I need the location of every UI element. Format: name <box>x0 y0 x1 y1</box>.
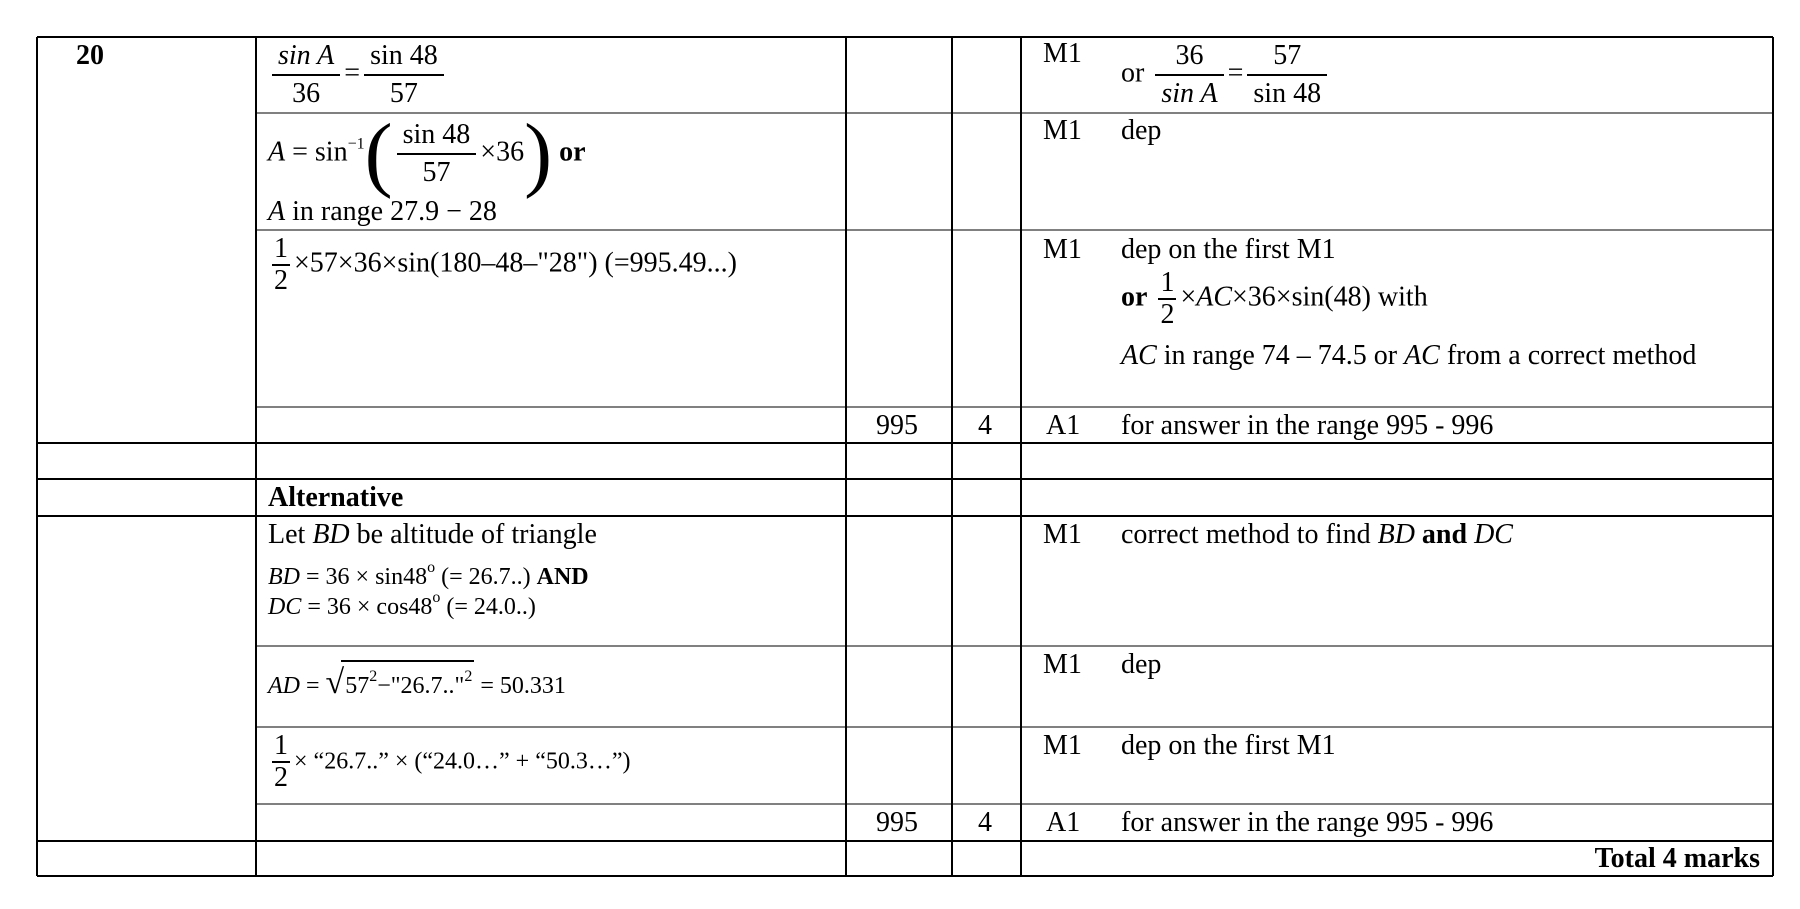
result: = 50.331 <box>480 673 566 699</box>
base: 57 <box>345 673 370 699</box>
row3-notes-line1: dep on the first M1 <box>1121 234 1336 265</box>
or-text: or <box>1121 57 1145 89</box>
row3-mark: M1 <box>1043 234 1082 265</box>
question-number: 20 <box>76 40 104 71</box>
numerator: 1 <box>1160 267 1175 298</box>
alt-row1-notes <box>1121 519 1513 551</box>
and-text: AND <box>536 564 589 590</box>
variable: BD <box>1377 519 1415 550</box>
row1-mark: M1 <box>1043 38 1082 69</box>
superscript: 2 <box>369 668 378 685</box>
radicand <box>341 660 474 701</box>
denominator: 57 <box>422 157 451 188</box>
numerator: sin A <box>278 40 335 71</box>
variable: DC <box>1474 519 1513 550</box>
alt-row3-notes: dep on the first M1 <box>1121 730 1336 761</box>
superscript: −1 <box>347 135 365 153</box>
row2-method <box>268 107 586 200</box>
right-paren: ) <box>524 107 553 200</box>
variable: BD <box>268 564 300 590</box>
value: (= 26.7..) <box>441 564 531 590</box>
row1-notes <box>1121 38 1331 112</box>
row2-range <box>268 196 497 228</box>
variable: AC <box>1121 340 1157 371</box>
alt-row4-mark: A1 <box>1046 807 1081 838</box>
expression: = 36 × cos48 <box>307 594 433 620</box>
degree-symbol: o <box>432 589 441 606</box>
row2-notes: dep <box>1121 115 1162 146</box>
alt-row2-mark: M1 <box>1043 649 1082 680</box>
alt-row1-line3 <box>268 583 536 622</box>
and-text: and <box>1421 519 1468 550</box>
alt-answer-value: 995 <box>876 807 918 838</box>
method-text: from a correct method <box>1446 340 1697 371</box>
text: be altitude of triangle <box>356 519 597 550</box>
denominator: 2 <box>1160 299 1175 330</box>
variable: A <box>268 196 286 227</box>
numerator: 1 <box>274 730 288 761</box>
variable: BD <box>312 519 350 550</box>
value: (= 24.0..) <box>446 594 536 620</box>
row2-mark: M1 <box>1043 115 1082 146</box>
fraction <box>364 38 444 112</box>
row3-notes-line3 <box>1121 340 1696 372</box>
row1-method <box>268 38 448 112</box>
alt-row2-notes: dep <box>1121 649 1162 680</box>
numerator: 36 <box>1155 38 1223 76</box>
row3-notes-line2 <box>1121 268 1428 330</box>
equals: = <box>1227 57 1244 89</box>
equals: = <box>344 57 361 89</box>
times-text: ×36 <box>480 136 525 168</box>
expression: −"26.7.." <box>377 673 465 699</box>
denominator: sin 48 <box>1253 78 1322 109</box>
answer-value: 995 <box>876 410 918 441</box>
denominator: 2 <box>274 762 288 793</box>
range-text: in range 74 – 74.5 or <box>1163 340 1398 371</box>
alt-row4-notes: for answer in the range 995 - 996 <box>1121 807 1494 838</box>
expression: = 36 × sin48 <box>306 564 428 590</box>
degree-symbol: o <box>427 559 436 576</box>
variable: AC <box>1404 340 1440 371</box>
radical-icon: √ <box>325 664 345 701</box>
alt-row3-mark: M1 <box>1043 730 1082 761</box>
alt-row1-line1 <box>268 519 597 551</box>
row4-notes: for answer in the range 995 - 996 <box>1121 410 1494 441</box>
fraction <box>1158 268 1176 330</box>
function: sin <box>314 136 348 168</box>
fraction <box>1247 38 1327 112</box>
left-paren: ( <box>364 107 393 200</box>
numerator: sin 48 <box>364 38 444 76</box>
range-text: in range 27.9 − 28 <box>292 196 497 227</box>
times-text: × <box>1180 281 1197 313</box>
fraction <box>272 731 290 793</box>
fraction <box>1155 38 1223 112</box>
equals: = <box>292 136 308 168</box>
row4-mark: A1 <box>1046 410 1081 441</box>
row3-method <box>268 234 737 296</box>
numerator: 57 <box>1247 38 1327 76</box>
variable: AC <box>1196 281 1233 313</box>
text: correct method to find <box>1121 519 1371 550</box>
variable: A <box>268 136 286 168</box>
marks-total: 4 <box>978 410 992 441</box>
variable: AD <box>268 673 300 699</box>
numerator: sin 48 <box>397 117 477 155</box>
fraction <box>272 234 290 296</box>
numerator: 1 <box>274 233 288 264</box>
total-marks: Total 4 marks <box>1594 843 1760 874</box>
expression: ×36×sin(48) with <box>1232 281 1428 313</box>
fraction <box>397 117 477 191</box>
alt-marks-total: 4 <box>978 807 992 838</box>
fraction <box>272 38 340 112</box>
denominator: 36 <box>292 78 321 109</box>
alternative-heading: Alternative <box>268 482 404 513</box>
denominator: 2 <box>274 265 288 296</box>
equals: = <box>306 673 320 699</box>
denominator: 57 <box>389 78 418 109</box>
variable: DC <box>268 594 302 620</box>
expression: ×57×36×sin(180–48–"28") (=995.49...) <box>294 247 737 279</box>
text: Let <box>268 519 306 550</box>
alt-row1-mark: M1 <box>1043 519 1082 550</box>
denominator: sin A <box>1161 78 1218 109</box>
superscript: 2 <box>464 668 473 685</box>
alt-row2-method <box>268 660 566 701</box>
alt-row3-method <box>268 731 631 793</box>
expression: × “26.7..” × (“24.0…” + “50.3…”) <box>294 748 631 775</box>
or-text: or <box>1121 281 1148 313</box>
or-text: or <box>559 136 586 168</box>
